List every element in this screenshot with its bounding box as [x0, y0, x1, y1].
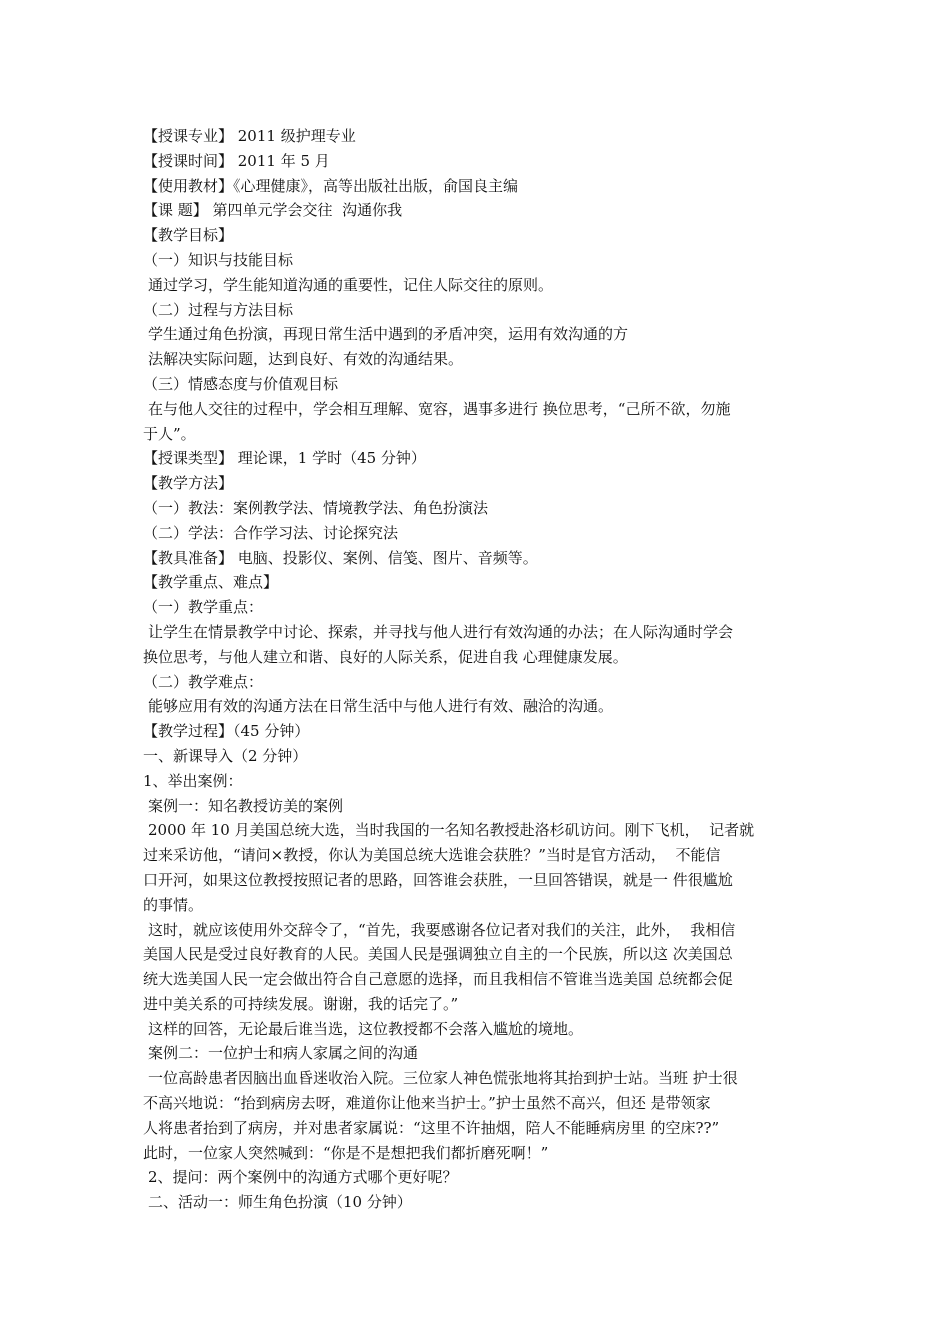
- text-line: （一）知识与技能目标: [143, 250, 294, 269]
- text-line: 美国人民是受过良好教育的人民。美国人民是强调独立自主的一个民族，所以这 次美国总: [143, 945, 733, 964]
- text-line: 在与他人交往的过程中，学会相互理解、宽容，遇事多进行 换位思考，“己所不欲，勿施: [148, 399, 731, 418]
- text-line: 一位高龄患者因脑出血昏迷收治入院。三位家人神色慌张地将其抬到护士站。当班 护士很: [148, 1069, 738, 1088]
- text-line: 2000 年 10 月美国总统大选，当时我国的一名知名教授赴洛杉矶访问。刚下飞机， 记者就: [148, 821, 755, 840]
- text-line: 【授课时间】 2011 年 5 月: [143, 151, 330, 170]
- text-line: 【教学目标】: [143, 226, 234, 245]
- document-page: [143, 124, 810, 1215]
- text-line: 于人”。: [143, 424, 196, 443]
- text-line: 人将患者抬到了病房，并对患者家属说：“这里不许抽烟，陪人不能睡病房里 的空床??”: [143, 1118, 720, 1137]
- text-line: 案例二：一位护士和病人家属之间的沟通: [148, 1044, 419, 1063]
- text-line: 【教学方法】: [143, 474, 234, 493]
- text-line: 学生通过角色扮演，再现日常生活中遇到的矛盾冲突，运用有效沟通的方: [148, 325, 629, 344]
- text-line: 这时，就应该使用外交辞令了，“首先，我要感谢各位记者对我们的关注，此外， 我相信: [148, 920, 736, 939]
- text-line: 2、提问：两个案例中的沟通方式哪个更好呢？: [148, 1168, 458, 1187]
- text-line: 【教具准备】 电脑、投影仪、案例、信笺、图片、音频等。: [143, 548, 538, 567]
- text-line: 【课 题】 第四单元学会交往 沟通你我: [143, 201, 403, 220]
- text-line: 1、举出案例：: [143, 771, 243, 790]
- text-line: 【授课专业】 2011 级护理专业: [143, 127, 356, 145]
- text-line: 案例一：知名教授访美的案例: [148, 796, 344, 815]
- text-line: （二）过程与方法目标: [143, 300, 294, 319]
- text-line: 【教学过程】（45 分钟）: [143, 722, 310, 741]
- text-line: 的事情。: [143, 895, 204, 914]
- text-line: 通过学习，学生能知道沟通的重要性，记住人际交往的原则。: [148, 275, 554, 294]
- text-line: （一）教学重点：: [143, 598, 264, 617]
- text-line: 能够应用有效的沟通方法在日常生活中与他人进行有效、融洽的沟通。: [148, 697, 614, 716]
- text-line: 法解决实际问题，达到良好、有效的沟通结果。: [148, 350, 464, 369]
- text-line: 一、新课导入（2 分钟）: [143, 746, 308, 765]
- text-line: （二）学法：合作学习法、讨论探究法: [143, 523, 399, 542]
- text-line: 过来采访他，“请问×教授，你认为美国总统大选谁会获胜？”当时是官方活动， 不能信: [143, 846, 721, 865]
- text-line: 二、活动一：师生角色扮演（10 分钟）: [148, 1193, 412, 1212]
- text-line: 【使用教材】《心理健康》，高等出版社出版，俞国良主编: [143, 176, 519, 195]
- text-line: 【授课类型】 理论课，1 学时（45 分钟）: [143, 449, 426, 468]
- text-line: 此时，一位家人突然喊到：“你是不是想把我们都折磨死啊！”: [143, 1143, 549, 1162]
- text-line: 【教学重点、难点】: [143, 573, 279, 592]
- text-line: 换位思考，与他人建立和谐、良好的人际关系，促进自我 心理健康发展。: [143, 647, 628, 666]
- text-line: （一）教法：案例教学法、情境教学法、角色扮演法: [143, 498, 489, 517]
- text-line: 让学生在情景教学中讨论、探索，并寻找与他人进行有效沟通的办法；在人际沟通时学会: [148, 622, 734, 641]
- text-line: （二）教学难点：: [143, 672, 264, 691]
- text-line: 这样的回答，无论最后谁当选，这位教授都不会落入尴尬的境地。: [148, 1019, 584, 1038]
- text-line: 进中美关系的可持续发展。谢谢，我的话完了。”: [143, 994, 459, 1013]
- text-line: 不高兴地说：“抬到病房去呀，难道你让他来当护士。”护士虽然不高兴，但还 是带领家: [143, 1094, 711, 1113]
- text-line: 口开河，如果这位教授按照记者的思路，回答谁会获胜，一旦回答错误，就是一 件很尴尬: [143, 870, 733, 889]
- text-line: 统大选美国人民一定会做出符合自己意愿的选择，而且我相信不管谁当选美国 总统都会促: [143, 970, 733, 989]
- text-line: （三）情感态度与价值观目标: [143, 374, 339, 393]
